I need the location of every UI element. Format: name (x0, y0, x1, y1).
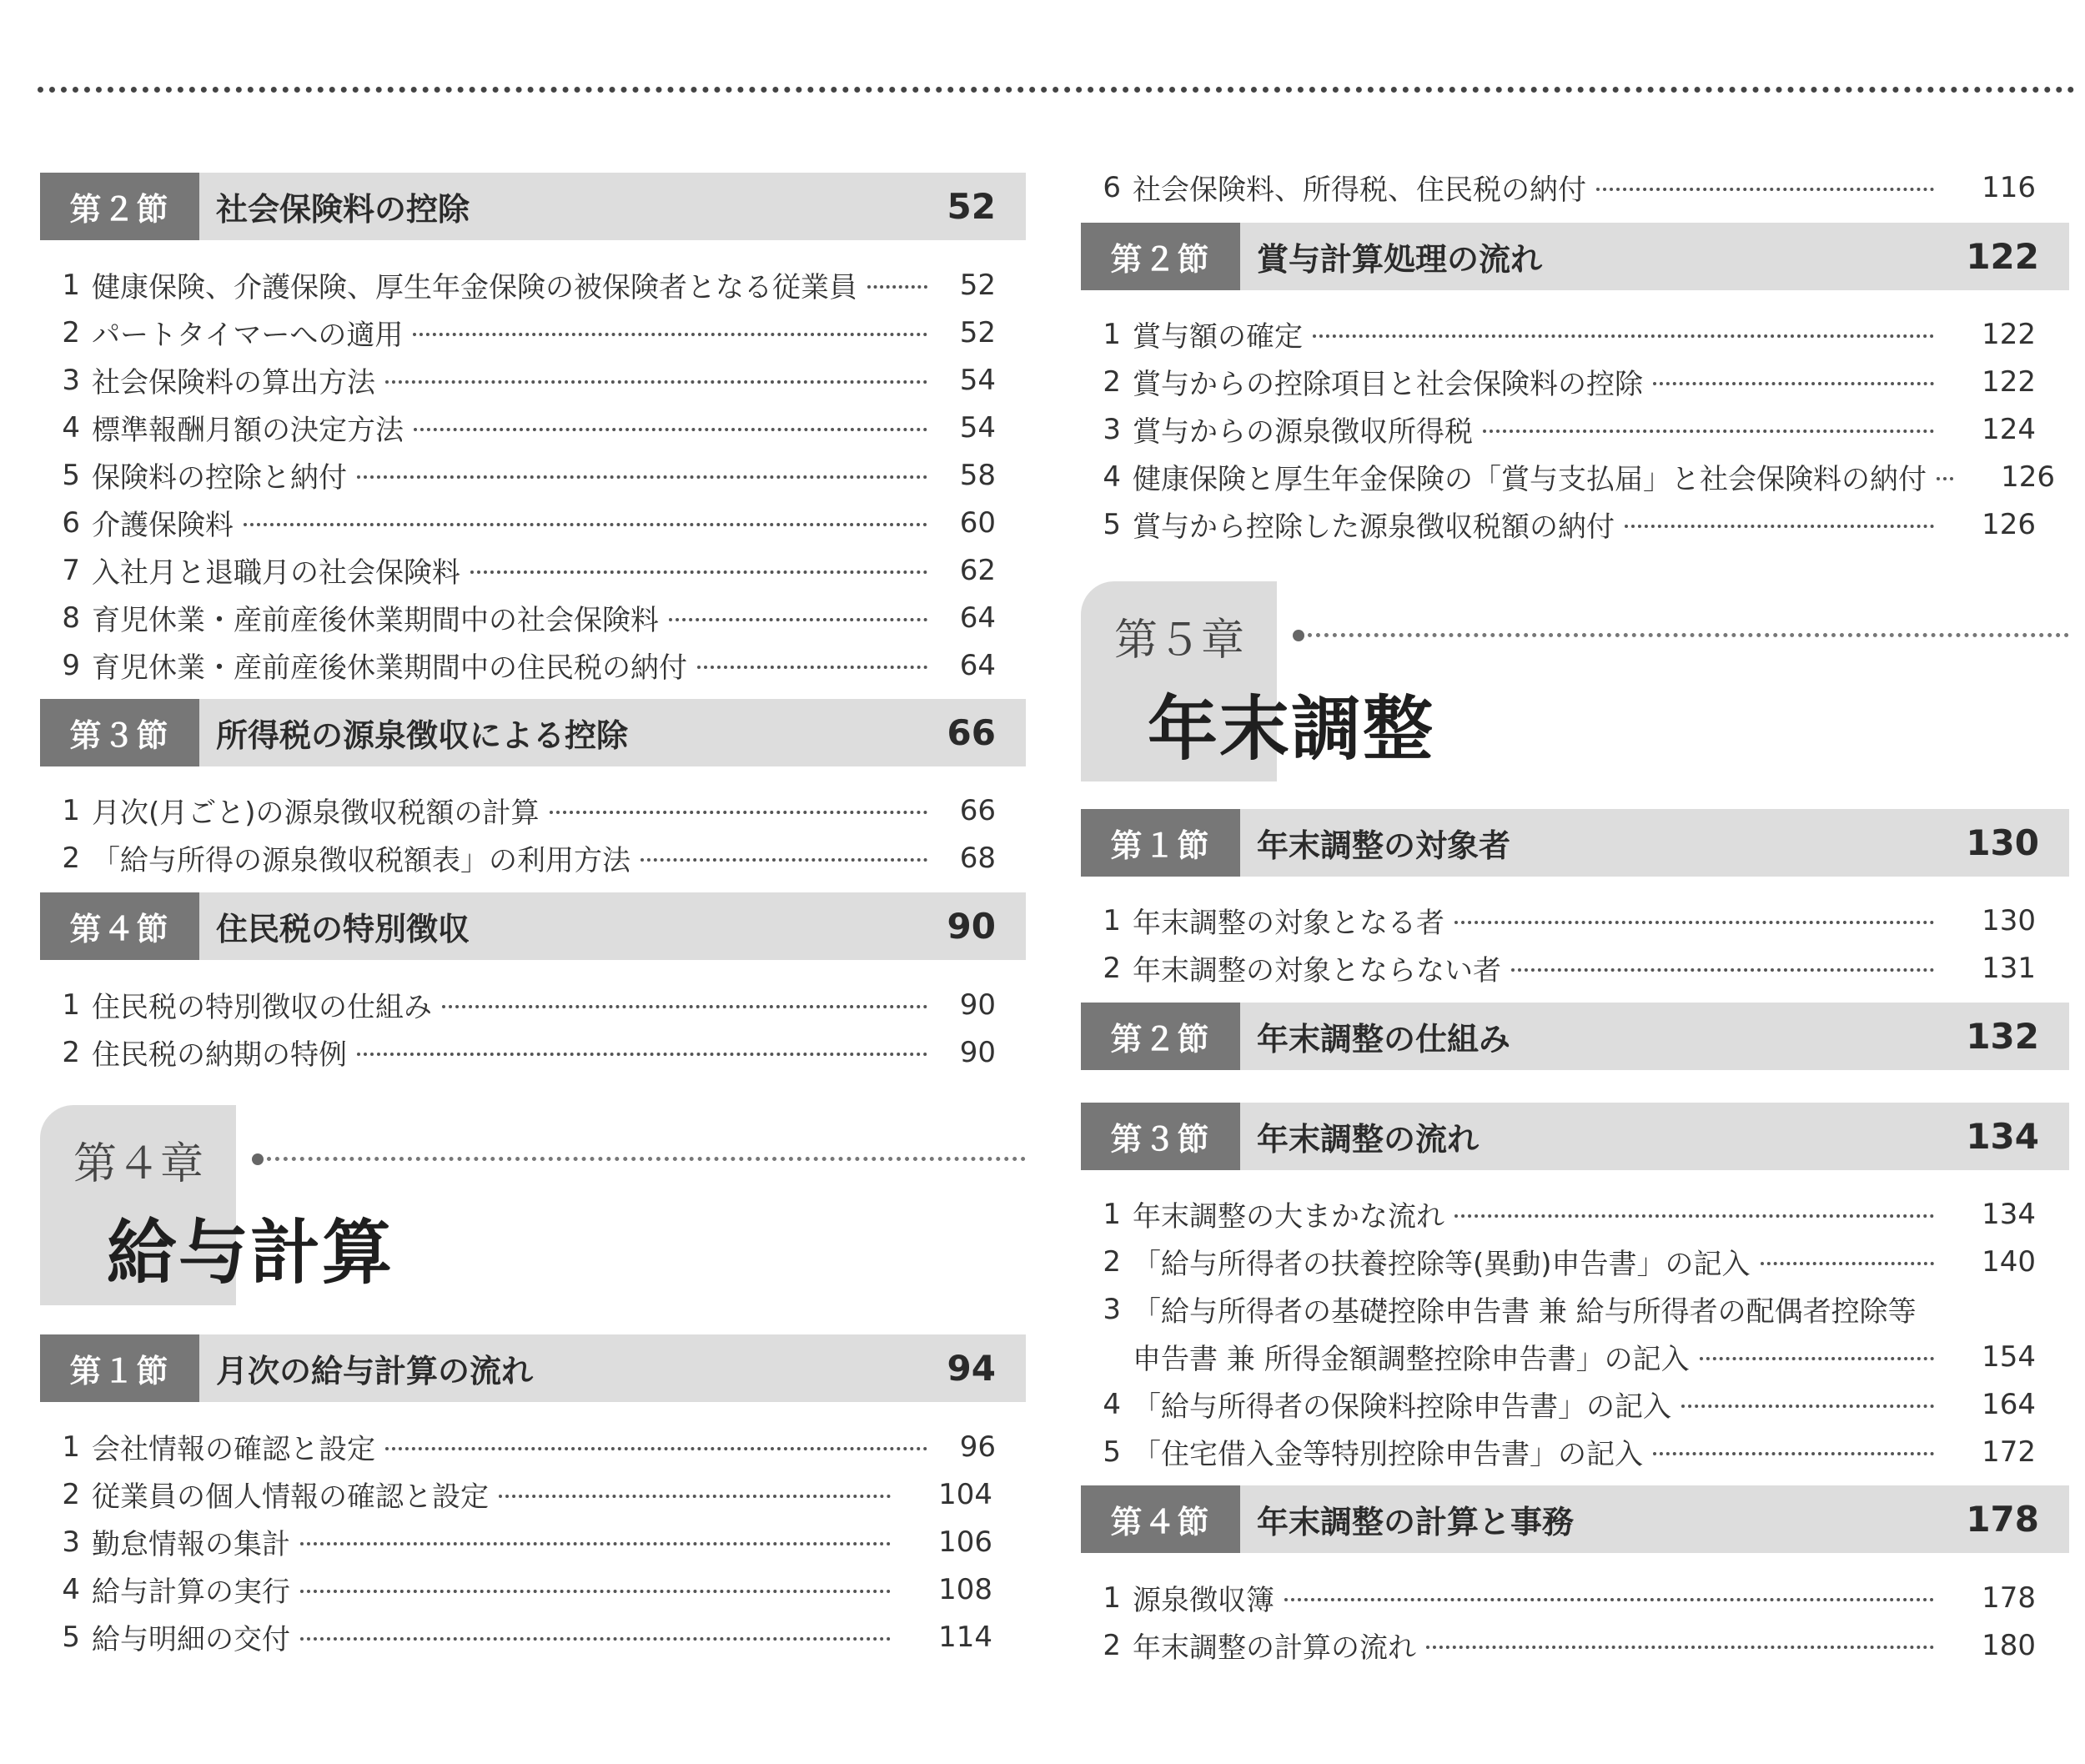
toc-item[interactable] (40, 1613, 1026, 1661)
item-list (1081, 163, 2069, 211)
item-number: 1 (62, 988, 80, 1022)
item-page: 64 (959, 648, 996, 682)
item-number: 2 (62, 841, 80, 875)
section-page: 178 (1966, 1499, 2039, 1540)
section-label: 第４節 (1081, 1485, 1240, 1553)
item-list (1081, 310, 2069, 548)
item-text: 社会保険料、所得税、住民税の納付 (1133, 173, 1586, 207)
item-text: 賞与から控除した源泉徴収税額の納付 (1133, 510, 1615, 544)
item-number: 1 (1103, 317, 1121, 351)
item-text: 年末調整の大まかな流れ (1133, 1200, 1444, 1234)
item-text: 月次(月ごと)の源泉徴収税額の計算 (92, 797, 540, 830)
item-page: 90 (959, 1035, 996, 1069)
leader-dots (499, 1495, 891, 1498)
item-number: 7 (62, 553, 80, 587)
chapter-title: 給与計算 (107, 1212, 394, 1294)
item-page: 126 (1982, 507, 2036, 541)
toc-item[interactable] (40, 787, 1026, 834)
toc-item[interactable] (1081, 1428, 2069, 1475)
leader-dots (300, 1542, 891, 1545)
item-page: 64 (959, 601, 996, 635)
leader-dots (1426, 1646, 1934, 1649)
leader-dots (1511, 968, 1934, 972)
leader-dots (1313, 334, 1934, 338)
item-text: 給与計算の実行 (92, 1576, 290, 1609)
item-page: 124 (1982, 412, 2036, 446)
item-list (1081, 1190, 2069, 1475)
toc-item[interactable] (1081, 1621, 2069, 1669)
item-page: 116 (1982, 170, 2036, 204)
leader-dots (1284, 1598, 1934, 1601)
leader-dots (1681, 1405, 1934, 1408)
toc-item[interactable] (40, 404, 1026, 451)
item-number: 1 (1103, 903, 1121, 937)
toc-item[interactable] (40, 309, 1026, 356)
leader-dots (385, 1447, 927, 1450)
item-number: 4 (1103, 460, 1121, 494)
item-number: 3 (62, 363, 80, 397)
item-text: 保険料の控除と納付 (92, 461, 347, 495)
item-page: 108 (938, 1572, 992, 1606)
leader-dots (470, 570, 927, 574)
toc-item[interactable] (1081, 163, 2069, 211)
item-page: 106 (938, 1525, 992, 1559)
section-title: 年末調整の流れ (1257, 1121, 1480, 1158)
section-header (1081, 1003, 2069, 1070)
item-text: 介護保険料 (92, 509, 234, 542)
section-page: 132 (1966, 1016, 2039, 1057)
section-title: 住民税の特別徴収 (216, 911, 470, 947)
toc-item[interactable] (1081, 1190, 2069, 1238)
item-number: 1 (62, 1430, 80, 1464)
item-text: 入社月と退職月の社会保険料 (92, 556, 460, 590)
section-title: 月次の給与計算の流れ (216, 1353, 534, 1390)
item-number: 5 (62, 1620, 80, 1654)
toc-item[interactable] (40, 261, 1026, 309)
section-title: 年末調整の仕組み (1257, 1021, 1511, 1058)
item-page: 154 (1982, 1339, 2036, 1374)
section-page: 52 (947, 186, 996, 227)
toc-item[interactable] (40, 981, 1026, 1028)
leader-dots (1454, 1214, 1934, 1218)
top-dotted-rule (38, 87, 2075, 93)
item-list (1081, 897, 2069, 992)
section-page: 130 (1966, 822, 2039, 863)
item-page: 58 (959, 458, 996, 492)
chapter-rule-dot (1293, 630, 1304, 641)
item-text: 標準報酬月額の決定方法 (92, 414, 404, 447)
leader-dots (414, 428, 927, 431)
leader-dots (1653, 382, 1934, 385)
leader-dots (1937, 477, 1953, 480)
item-number: 1 (62, 268, 80, 302)
section-header (40, 892, 1026, 960)
toc-item[interactable] (40, 1470, 1026, 1518)
leader-dots (669, 618, 927, 621)
item-list (40, 981, 1026, 1076)
section-page: 90 (947, 906, 996, 947)
toc-item[interactable] (40, 834, 1026, 882)
leader-dots (1483, 430, 1934, 433)
toc-item[interactable] (1081, 1238, 2069, 1285)
toc-item[interactable] (40, 641, 1026, 689)
item-text: 「給与所得者の基礎控除申告書 兼 給与所得者の配偶者控除等 (1133, 1295, 1917, 1329)
section-label: 第２節 (40, 173, 199, 240)
item-page: 140 (1982, 1244, 2036, 1279)
toc-item[interactable] (40, 1518, 1026, 1565)
item-number: 5 (1103, 1435, 1121, 1469)
section-page: 122 (1966, 236, 2039, 277)
item-text: 「住宅借入金等特別控除申告書」の記入 (1133, 1438, 1643, 1471)
item-text: 育児休業・産前産後休業期間中の住民税の納付 (92, 651, 687, 685)
section-title: 年末調整の計算と事務 (1257, 1504, 1575, 1540)
item-page: 178 (1982, 1581, 2036, 1615)
item-text: 年末調整の計算の流れ (1133, 1631, 1416, 1665)
section-label: 第２節 (1081, 1003, 1240, 1070)
leader-dots (1596, 188, 1934, 191)
item-page: 134 (1982, 1197, 2036, 1231)
chapter-number: 第５章 (1114, 616, 1245, 666)
item-text: 「給与所得の源泉徴収税額表」の利用方法 (92, 844, 631, 877)
item-number: 2 (62, 1035, 80, 1069)
chapter-dotted-rule (1308, 633, 2069, 637)
item-text: 住民税の納期の特例 (92, 1038, 347, 1072)
leader-dots (867, 285, 927, 289)
section-title: 所得税の源泉徴収による控除 (216, 717, 629, 754)
item-page: 104 (938, 1477, 992, 1511)
item-number: 8 (62, 601, 80, 635)
section-header (1081, 1103, 2069, 1170)
toc-item[interactable] (40, 1565, 1026, 1613)
section-title: 年末調整の対象者 (1257, 827, 1511, 864)
item-text: 住民税の特別徴収の仕組み (92, 991, 432, 1024)
item-number: 4 (62, 410, 80, 445)
toc-item[interactable] (1081, 944, 2069, 992)
item-page: 54 (959, 410, 996, 445)
toc-item[interactable] (1081, 453, 2069, 500)
item-number: 9 (62, 648, 80, 682)
toc-item[interactable] (1081, 1574, 2069, 1621)
item-page: 164 (1982, 1387, 2036, 1421)
item-number: 6 (1103, 170, 1121, 204)
item-page: 130 (1982, 903, 2036, 937)
item-list (40, 261, 1026, 689)
item-number: 1 (62, 793, 80, 827)
item-text: 源泉徴収簿 (1133, 1584, 1274, 1617)
leader-dots (442, 1005, 927, 1008)
section-page: 94 (947, 1348, 996, 1389)
item-number: 3 (1103, 412, 1121, 446)
toc-item[interactable] (1081, 1285, 2069, 1333)
item-page: 90 (959, 988, 996, 1022)
item-text: 健康保険、介護保険、厚生年金保険の被保険者となる従業員 (92, 271, 857, 304)
leader-dots (385, 380, 927, 384)
toc-item-continued[interactable] (1081, 1333, 2069, 1380)
item-number: 5 (62, 458, 80, 492)
section-title: 社会保険料の控除 (216, 191, 470, 228)
leader-dots (1625, 525, 1934, 528)
item-page: 172 (1982, 1435, 2036, 1469)
item-list (40, 1423, 1026, 1661)
item-text: 従業員の個人情報の確認と設定 (92, 1480, 489, 1514)
item-text: パートタイマーへの適用 (92, 319, 404, 352)
item-number: 3 (1103, 1292, 1121, 1326)
section-label: 第１節 (40, 1334, 199, 1402)
section-label: 第３節 (40, 699, 199, 766)
item-number: 2 (1103, 951, 1121, 985)
leader-dots (1700, 1357, 1934, 1360)
item-page: 54 (959, 363, 996, 397)
leader-dots (357, 475, 927, 479)
toc-item[interactable] (1081, 310, 2069, 358)
item-page: 131 (1982, 951, 2036, 985)
section-header (1081, 809, 2069, 877)
item-text: 「給与所得者の扶養控除等(異動)申告書」の記入 (1133, 1248, 1751, 1281)
item-page: 96 (959, 1430, 996, 1464)
item-text: 賞与からの源泉徴収所得税 (1133, 415, 1473, 449)
section-label: 第３節 (1081, 1103, 1240, 1170)
item-text: 社会保険料の算出方法 (92, 366, 375, 400)
chapter-heading (1081, 581, 2069, 781)
item-number: 4 (1103, 1387, 1121, 1421)
item-page: 68 (959, 841, 996, 875)
section-header (40, 173, 1026, 240)
toc-item[interactable] (40, 546, 1026, 594)
item-page: 60 (959, 505, 996, 540)
item-number: 1 (1103, 1197, 1121, 1231)
toc-item[interactable] (40, 451, 1026, 499)
item-page: 52 (959, 268, 996, 302)
section-label: 第２節 (1081, 223, 1240, 290)
item-page: 122 (1982, 364, 2036, 399)
leader-dots (244, 523, 927, 526)
item-text: 賞与からの控除項目と社会保険料の控除 (1133, 368, 1643, 401)
toc-item[interactable] (40, 1423, 1026, 1470)
toc-item[interactable] (40, 356, 1026, 404)
leader-dots (1653, 1452, 1934, 1455)
leader-dots (357, 1053, 927, 1056)
item-page: 180 (1982, 1628, 2036, 1662)
toc-item[interactable] (1081, 405, 2069, 453)
item-number: 1 (1103, 1581, 1121, 1615)
item-page: 126 (2001, 460, 2055, 494)
leader-dots (697, 666, 927, 669)
toc-item[interactable] (40, 499, 1026, 546)
item-page: 122 (1982, 317, 2036, 351)
section-title: 賞与計算処理の流れ (1257, 241, 1543, 278)
item-text: 勤怠情報の集計 (92, 1528, 290, 1561)
toc-item[interactable] (1081, 358, 2069, 405)
chapter-dotted-rule (267, 1157, 1026, 1161)
item-number: 2 (1103, 1628, 1121, 1662)
item-number: 2 (62, 315, 80, 349)
leader-dots (550, 811, 927, 814)
item-number: 2 (1103, 1244, 1121, 1279)
item-page: 52 (959, 315, 996, 349)
item-text: 「給与所得者の保険料控除申告書」の記入 (1133, 1390, 1671, 1424)
leader-dots (1761, 1262, 1934, 1265)
item-number: 5 (1103, 507, 1121, 541)
section-label: 第１節 (1081, 809, 1240, 877)
item-text: 申告書 兼 所得金額調整控除申告書」の記入 (1133, 1343, 1690, 1376)
section-header (1081, 1485, 2069, 1553)
leader-dots (1454, 921, 1934, 924)
item-number: 2 (62, 1477, 80, 1511)
item-page: 66 (959, 793, 996, 827)
item-text: 年末調整の対象とならない者 (1133, 954, 1501, 988)
toc-item[interactable] (40, 594, 1026, 641)
item-text: 育児休業・産前産後休業期間中の社会保険料 (92, 604, 659, 637)
section-header (1081, 223, 2069, 290)
leader-dots (413, 333, 927, 336)
section-header (40, 699, 1026, 766)
chapter-number: 第４章 (73, 1139, 204, 1189)
item-number: 3 (62, 1525, 80, 1559)
item-number: 4 (62, 1572, 80, 1606)
section-page: 66 (947, 712, 996, 753)
section-label: 第４節 (40, 892, 199, 960)
leader-dots (300, 1637, 891, 1641)
item-page: 114 (938, 1620, 992, 1654)
item-text: 賞与額の確定 (1133, 320, 1303, 354)
chapter-heading (40, 1105, 1026, 1305)
toc-item[interactable] (1081, 1380, 2069, 1428)
item-number: 2 (1103, 364, 1121, 399)
toc-item[interactable] (1081, 500, 2069, 548)
item-text: 会社情報の確認と設定 (92, 1433, 375, 1466)
chapter-rule-dot (252, 1153, 264, 1165)
section-header (40, 1334, 1026, 1402)
item-text: 健康保険と厚生年金保険の「賞与支払届」と社会保険料の納付 (1133, 463, 1927, 496)
chapter-title: 年末調整 (1148, 688, 1435, 770)
toc-item[interactable] (1081, 897, 2069, 944)
item-list (40, 787, 1026, 882)
leader-dots (641, 858, 927, 862)
toc-item[interactable] (40, 1028, 1026, 1076)
item-list (1081, 1574, 2069, 1669)
item-text: 給与明細の交付 (92, 1623, 290, 1656)
section-page: 134 (1966, 1116, 2039, 1157)
item-number: 6 (62, 505, 80, 540)
item-page: 62 (959, 553, 996, 587)
leader-dots (300, 1590, 891, 1593)
item-text: 年末調整の対象となる者 (1133, 907, 1444, 940)
